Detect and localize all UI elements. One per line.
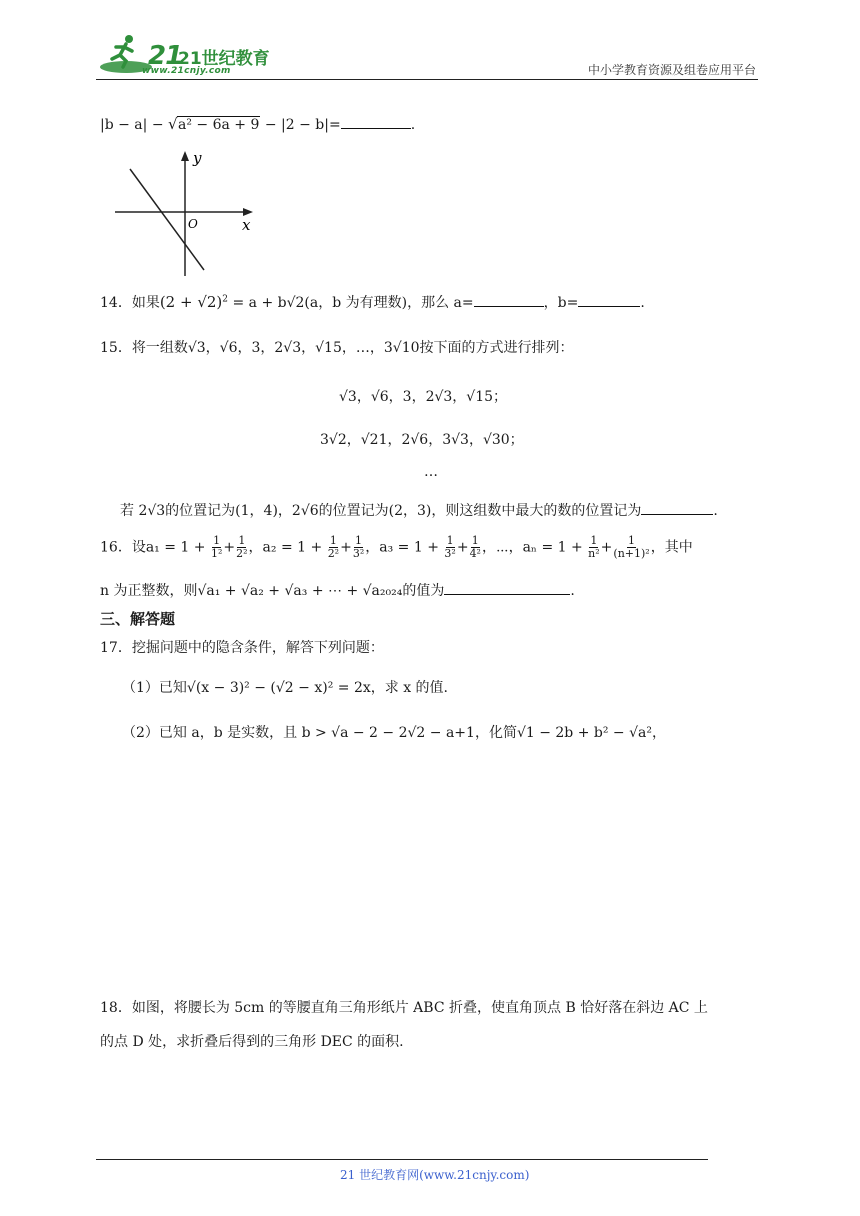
q17-question bbox=[100, 637, 384, 657]
q15-statement bbox=[120, 500, 718, 520]
q16-an: ，⋯，aₙ = 1 + bbox=[481, 539, 588, 556]
q14-question bbox=[100, 292, 645, 312]
q13-sqrt bbox=[168, 117, 260, 133]
site-tagline: 中小学教育资源及组卷应用平台 bbox=[587, 63, 756, 77]
footer-link[interactable]: 21 世纪教育网(www.21cnjy.com) bbox=[340, 1168, 530, 1182]
frac-num: 1 bbox=[471, 534, 479, 547]
q16-end: . bbox=[570, 583, 575, 599]
q15-end: . bbox=[713, 503, 718, 519]
graph-origin-label: O bbox=[188, 217, 198, 231]
frac-num: 1 bbox=[238, 534, 246, 547]
q15-question bbox=[100, 337, 574, 357]
q16-pre: 设 bbox=[131, 539, 146, 556]
frac-num: 1 bbox=[329, 534, 337, 547]
q18-line-2: 的点 D 处，求折叠后得到的三角形 DEC 的面积. bbox=[100, 1034, 404, 1050]
footer-divider bbox=[96, 1159, 708, 1160]
q18-line-1: 18．如图，将腰长为 5cm 的等腰直角三角形纸片 ABC 折叠，使直角顶点 B 恰好落在斜边 AC 上 bbox=[100, 1000, 708, 1016]
logo-mark: 21 bbox=[148, 41, 183, 71]
q13-coordinate-graph bbox=[115, 148, 255, 278]
q14-pre: 如果 bbox=[131, 295, 160, 311]
q16-answer-blank[interactable] bbox=[444, 581, 570, 595]
q16-a3: ，a₃ = 1 + bbox=[365, 539, 444, 556]
logo-name: 21世纪教育 bbox=[178, 49, 270, 69]
q16-frac-8 bbox=[613, 535, 649, 560]
q14-b-blank[interactable] bbox=[578, 293, 640, 307]
frac-den: 3² bbox=[352, 547, 365, 560]
q14-mid: = a + b√2(a，b 为有理数)，那么 a= bbox=[228, 295, 474, 311]
q13-radicand: a² − 6a + 9 bbox=[178, 117, 260, 133]
q17-text: 挖掘问题中的隐含条件，解答下列问题： bbox=[131, 640, 384, 656]
frac-num: 1 bbox=[446, 534, 454, 547]
q16-frac-3 bbox=[328, 535, 339, 560]
q17-part-2: （2）已知 a，b 是实数，且 b > √a − 2 − 2√2 − a+1，化简√1 − 2b + b² − √a²， bbox=[122, 725, 666, 741]
frac-den: 4² bbox=[469, 547, 481, 560]
q16-frac-5 bbox=[444, 535, 455, 560]
frac-den: (n+1)² bbox=[613, 547, 650, 560]
q13-end: . bbox=[410, 117, 416, 133]
q14-number: 14． bbox=[100, 295, 132, 311]
frac-den: n² bbox=[588, 547, 600, 560]
q16-question-line-1: 16．设a₁ = 1 + $\frac{1}{\text{1²}}$ + $\frac{1}{\text{2²}}$ ，a₂ = 1 + $\frac{1}{\text{2²}}$ + $\frac{1}{\text{3²}}$ ，a₃ = 1 + $\frac{1}{\text{3²}}$ + $\frac{1}{\text{4²}}$ ，⋯，aₙ = 1 + $\frac{1}{\text{n²}}$ + $\frac{1}{\text{(n+1)²}}$ ，其中 bbox=[100, 534, 693, 560]
q13-expr-a: |b − a| − bbox=[100, 117, 169, 133]
frac-num: 1 bbox=[355, 534, 363, 547]
q15-row-3: … bbox=[424, 464, 438, 480]
q14-b-label: ，b= bbox=[543, 295, 579, 311]
q15-statement-text: 若 2√3的位置记为(1，4)，2√6的位置记为(2，3)，则这组数中最大的数的位置记为 bbox=[120, 503, 642, 519]
site-logo bbox=[96, 33, 270, 77]
q13-answer-blank[interactable] bbox=[341, 115, 411, 129]
q16-frac-7 bbox=[588, 535, 600, 560]
q16-question-line-2 bbox=[100, 580, 575, 600]
frac-den: 2² bbox=[236, 547, 248, 560]
graph-y-label: y bbox=[193, 149, 202, 167]
q17-number: 17． bbox=[100, 640, 132, 656]
frac-den: 1² bbox=[210, 547, 223, 560]
frac-num: 1 bbox=[590, 534, 598, 547]
q16-a1: a₁ = 1 + bbox=[145, 539, 210, 556]
q16-number: 16． bbox=[100, 539, 132, 556]
q17-part-1: （1）已知√(x − 3)² − (√2 − x)² = 2x，求 x 的值. bbox=[122, 680, 448, 696]
frac-den: 2² bbox=[327, 547, 340, 560]
graph-x-label: x bbox=[242, 216, 251, 234]
q15-number: 15． bbox=[100, 340, 132, 356]
q15-row-2: 3√2，√21，2√6，3√3，√30； bbox=[320, 432, 524, 448]
q16-a2: ，a₂ = 1 + bbox=[248, 539, 327, 556]
q13-expr-b: − |2 − b|= bbox=[260, 117, 341, 133]
section-title: 三、解答题 bbox=[100, 610, 176, 628]
header-divider bbox=[96, 79, 758, 80]
q15-row-1: √3，√6，3，2√3，√15； bbox=[339, 389, 508, 405]
frac-num: 1 bbox=[628, 534, 636, 547]
q16-tail: ，其中 bbox=[650, 539, 693, 556]
q14-lhs: (2 + √2) bbox=[159, 293, 223, 311]
q14-a-blank[interactable] bbox=[474, 293, 544, 307]
q14-end: . bbox=[640, 295, 645, 311]
logo-url: www.21cnjy.com bbox=[142, 66, 231, 76]
q16-frac-6 bbox=[470, 535, 481, 560]
q16-frac-2 bbox=[236, 535, 247, 560]
q15-answer-blank[interactable] bbox=[641, 501, 713, 515]
q16-frac-1 bbox=[211, 535, 222, 560]
frac-den: 3² bbox=[444, 547, 456, 560]
q14-exponent: 2 bbox=[222, 294, 229, 305]
q16-line-2-text: n 为正整数，则√a₁ + √a₂ + √a₃ + ⋯ + √a₂₀₂₄的值为 bbox=[100, 583, 445, 599]
frac-num: 1 bbox=[213, 534, 221, 547]
q13-expression bbox=[100, 115, 415, 133]
q16-frac-4 bbox=[353, 535, 364, 560]
q15-text: 将一组数√3，√6，3，2√3，√15，…，3√10按下面的方式进行排列： bbox=[131, 340, 574, 356]
